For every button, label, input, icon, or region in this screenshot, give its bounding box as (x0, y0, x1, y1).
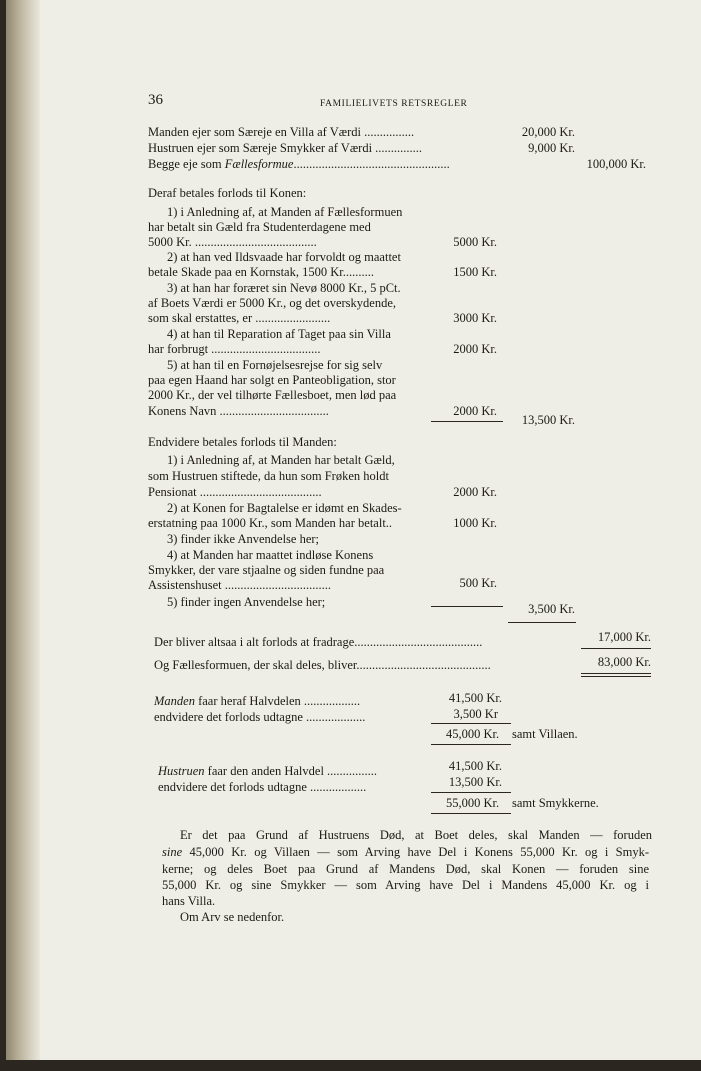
page-number: 36 (148, 92, 163, 108)
husband-item1-line1: 1) i Anledning af, at Manden har betalt Gæld, (167, 453, 395, 467)
wife-item4-amount: 2000 Kr. (453, 342, 497, 356)
wife-subtotal-rule (431, 421, 503, 422)
husband-item1-line3: Pensionat ....................................... (148, 485, 322, 499)
wife-item5-line3: 2000 Kr., der vel tilhørte Fællesboet, men lød paa (148, 388, 397, 402)
wife-item3-amount: 3000 Kr. (453, 311, 497, 325)
husband-item4-amount: 500 Kr. (459, 576, 497, 590)
wife-item3-line3: som skal erstattes, er ........................ (148, 311, 331, 325)
asset-jewels-amount: 9,000 Kr. (528, 141, 575, 155)
running-title: FAMILIELIVETS RETSREGLER (320, 99, 468, 109)
closing-line6: Om Arv se nedenfor. (180, 910, 285, 924)
asset-common-prefix: Begge eje som (148, 157, 225, 171)
asset-jewels-text: Hustruen ejer som Særeje Smykker af Værdi ............... (148, 141, 423, 155)
husband-share-line1-rest: faar heraf Halvdelen .................. (194, 694, 361, 708)
wife-section-heading: Deraf betales forlods til Konen: (148, 186, 307, 200)
husband-subtotal-rule (431, 606, 503, 607)
wife-item3-line2: af Boets Værdi er 5000 Kr., og det overskydende, (148, 296, 396, 310)
wife-item4-line2: har forbrugt ................................... (148, 342, 321, 356)
husband-item3-line1: 3) finder ikke Anvendelse her; (167, 532, 320, 546)
husband-item5-line1: 5) finder ingen Anvendelse her; (167, 595, 326, 609)
husband-total-rule (508, 622, 576, 623)
husband-item4-line2: Smykker, der vare stjaalne og siden fundne paa (148, 563, 385, 577)
husband-item4-line3: Assistenshuset .................................. (148, 578, 331, 592)
summary-common-text: Og Fællesformuen, der skal deles, bliver........................................... (154, 658, 491, 672)
husband-section-total: 3,500 Kr. (528, 602, 575, 616)
closing-line2 (162, 845, 649, 860)
wife-share-line1 (158, 764, 377, 779)
summary-deduct-rule (581, 648, 651, 649)
asset-villa-text: Manden ejer som Særeje en Villa af Værdi ................ (148, 125, 415, 139)
husband-section-heading: Endvidere betales forlods til Manden: (148, 435, 337, 449)
husband-share-name: Manden (154, 694, 195, 708)
husband-share-rule (431, 723, 511, 724)
asset-common-text (148, 157, 450, 172)
summary-double-rule-bottom (581, 676, 651, 677)
wife-item1-line1: 1) i Anledning af, at Manden af Fællesformuen (167, 205, 403, 219)
wife-share-half-amount: 41,500 Kr. (448, 759, 502, 773)
husband-share-bottom-rule (431, 744, 511, 745)
wife-share-line1-rest: faar den anden Halvdel ................ (204, 764, 378, 778)
summary-common-amount: 83,000 Kr. (597, 655, 651, 669)
wife-item1-amount: 5000 Kr. (453, 235, 497, 249)
wife-share-total: 55,000 Kr. (446, 796, 500, 810)
wife-item1-line3: 5000 Kr. ....................................... (148, 235, 317, 249)
asset-common-italic: Fællesformue (224, 157, 294, 171)
husband-share-half-amount: 41,500 Kr. (448, 691, 502, 705)
wife-item2-line2: betale Skade paa en Kornstak, 1500 Kr.......... (148, 265, 374, 279)
asset-common-leader: .................................................. (293, 157, 450, 171)
wife-share-line2: endvidere det forlods udtagne .................. (158, 780, 367, 794)
book-spine-shadow (6, 0, 40, 1060)
summary-deduct-amount: 17,000 Kr. (597, 630, 651, 644)
husband-item2-line1: 2) at Konen for Bagtalelse er idømt en Skades- (167, 501, 402, 515)
wife-share-forlods-amount: 13,500 Kr. (448, 775, 502, 789)
husband-share-line1 (154, 694, 360, 709)
husband-share-line2: endvidere det forlods udtagne ................... (154, 710, 366, 724)
wife-item5-amount: 2000 Kr. (453, 404, 497, 418)
wife-share-rule (431, 792, 511, 793)
asset-villa-amount: 20,000 Kr. (521, 125, 575, 139)
asset-common-amount: 100,000 Kr. (586, 157, 646, 171)
wife-share-name: Hustruen (158, 764, 205, 778)
summary-deduct-text: Der bliver altsaa i alt forlods at fradrage......................................... (154, 635, 483, 649)
closing-line3: kerne; og deles Boet paa Grund af Mandens Død, skal Konen — foruden sine (162, 862, 649, 876)
closing-line4: 55,000 Kr. og sine Smykker — som Arving have Del i Mandens 45,000 Kr. og i (162, 878, 649, 892)
husband-item2-amount: 1000 Kr. (453, 516, 497, 530)
wife-share-note: samt Smykkerne. (512, 796, 599, 810)
husband-share-forlods-amount: 3,500 Kr (453, 707, 498, 721)
husband-item1-line2: som Hustruen stiftede, da hun som Frøken holdt (148, 469, 389, 483)
husband-item2-line2: erstatning paa 1000 Kr., som Manden har betalt.. (148, 516, 393, 530)
wife-item2-line1: 2) at han ved Ildsvaade har forvoldt og maattet (167, 250, 401, 264)
wife-item2-amount: 1500 Kr. (453, 265, 497, 279)
wife-section-total: 13,500 Kr. (521, 413, 575, 427)
husband-item1-amount: 2000 Kr. (453, 485, 497, 499)
husband-share-total: 45,000 Kr. (446, 727, 500, 741)
wife-item3-line1: 3) at han har foræret sin Nevø 8000 Kr., 5 pCt. (167, 281, 401, 295)
husband-share-note: samt Villaen. (512, 727, 578, 741)
wife-item5-line2: paa egen Haand har solgt en Panteobligation, stor (148, 373, 396, 387)
wife-item4-line1: 4) at han til Reparation af Taget paa sin Villa (167, 327, 391, 341)
closing-line5: hans Villa. (162, 894, 216, 908)
closing-line1: Er det paa Grund af Hustruens Død, at Boet deles, skal Manden — foruden (180, 828, 652, 842)
husband-item4-line1: 4) at Manden har maattet indløse Konens (167, 548, 374, 562)
summary-double-rule-top (581, 673, 651, 674)
closing-line2-rest: 45,000 Kr. og Villaen — som Arving have Del i Konens 55,000 Kr. og i Smyk- (182, 845, 649, 859)
wife-item5-line1: 5) at han til en Fornøjelsesrejse for sig selv (167, 358, 383, 372)
closing-line2-italic: sine (162, 845, 183, 859)
book-page (6, 0, 701, 1060)
wife-item1-line2: har betalt sin Gæld fra Studenterdagene med (148, 220, 371, 234)
wife-share-bottom-rule (431, 813, 511, 814)
wife-item5-line4: Konens Navn ................................... (148, 404, 329, 418)
